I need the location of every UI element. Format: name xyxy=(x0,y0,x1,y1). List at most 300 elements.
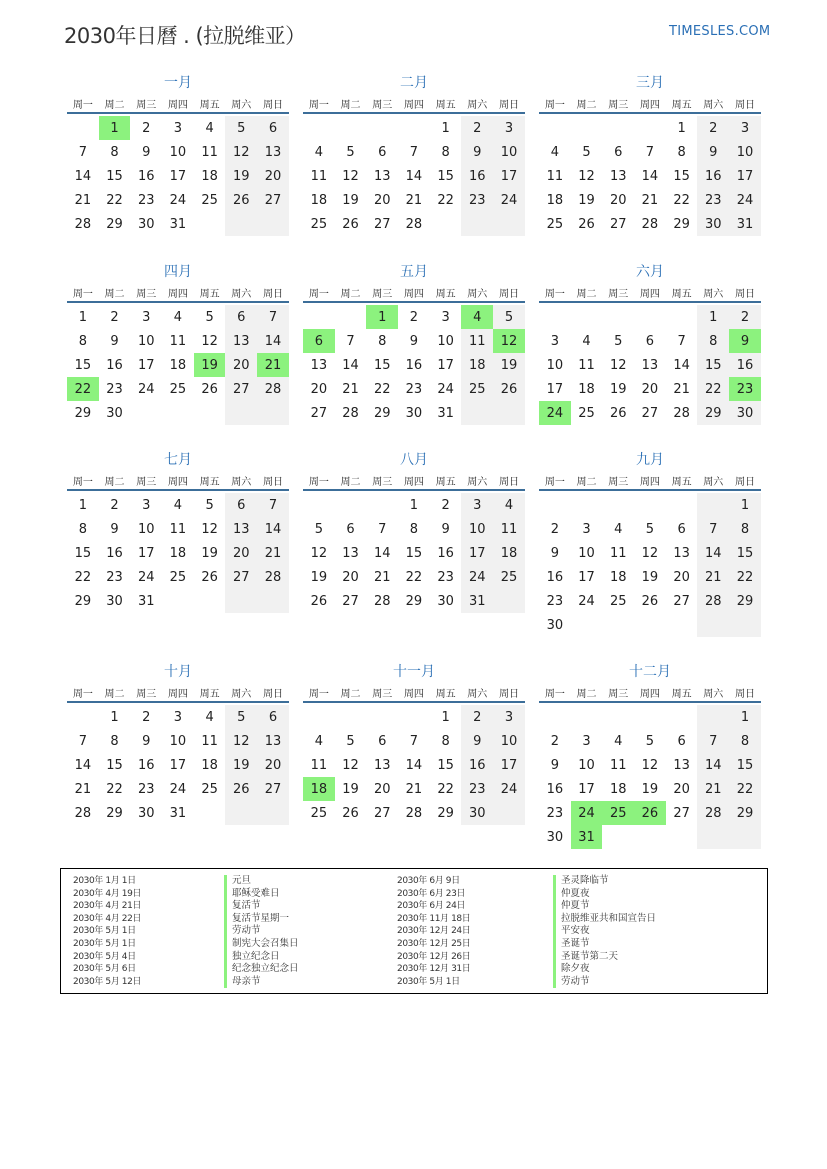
day-cell: 2 xyxy=(142,120,151,136)
day-cell: 12 xyxy=(225,729,257,753)
day-cell: 27 xyxy=(673,805,690,821)
day-cell: 14 xyxy=(373,545,391,561)
day-cell: 23 xyxy=(697,188,729,212)
day-cell: 16 xyxy=(405,357,423,373)
day-cell: 21 xyxy=(405,781,423,797)
day-cell: 15 xyxy=(437,168,454,184)
day-cell: 14 xyxy=(405,168,423,184)
empty-cell xyxy=(398,116,430,140)
day-cell: 13 xyxy=(641,357,659,373)
day-cell: 1 xyxy=(409,497,419,513)
day-cell: 24 xyxy=(571,801,603,825)
day-cell: 30 xyxy=(437,593,454,609)
day-cell: 11 xyxy=(461,329,493,353)
weekday-label: 周六 xyxy=(467,476,488,488)
day-cell: 3 xyxy=(729,116,761,140)
day-cell: 29 xyxy=(437,805,454,821)
day-cell: 12 xyxy=(641,545,659,561)
day-cell: 20 xyxy=(373,192,391,208)
day-cell: 3 xyxy=(441,309,450,325)
empty-cell xyxy=(303,305,335,329)
weekday-label: 周四 xyxy=(639,99,660,111)
day-cell: 7 xyxy=(409,144,419,160)
day-cell: 5 xyxy=(645,521,655,537)
weekday-label: 周四 xyxy=(167,688,188,700)
day-cell: 10 xyxy=(437,333,454,349)
day-cell: 3 xyxy=(173,120,183,136)
empty-cell xyxy=(225,401,257,425)
day-cell: 24 xyxy=(493,777,525,801)
day-cell: 22 xyxy=(106,781,123,797)
day-cell: 18 xyxy=(493,541,525,565)
day-cell: 4 xyxy=(205,120,214,136)
day-cell: 9 xyxy=(461,140,493,164)
day-cell: 24 xyxy=(137,569,155,585)
empty-cell xyxy=(602,825,634,849)
empty-cell xyxy=(493,589,525,613)
day-cell: 23 xyxy=(405,381,423,397)
day-cell: 1 xyxy=(366,305,398,329)
empty-cell xyxy=(225,801,257,825)
day-cell: 16 xyxy=(137,168,155,184)
day-grid xyxy=(539,705,761,849)
weekday-label: 周一 xyxy=(308,288,329,300)
empty-cell xyxy=(602,705,634,729)
day-cell: 24 xyxy=(539,401,571,425)
day-cell: 18 xyxy=(201,168,218,184)
day-cell: 9 xyxy=(441,521,450,537)
day-cell: 5 xyxy=(225,705,257,729)
day-cell: 5 xyxy=(582,144,591,160)
holiday-name: 复活节 xyxy=(224,900,299,913)
day-grid xyxy=(303,305,525,425)
weekday-label: 周三 xyxy=(372,288,393,300)
weekday-label: 周一 xyxy=(308,99,329,111)
day-cell: 19 xyxy=(342,192,359,208)
weekday-header xyxy=(303,94,525,114)
day-cell: 13 xyxy=(342,545,359,561)
month-name: 八月 xyxy=(400,452,428,468)
holiday-date: 2030年 4月 19日 xyxy=(73,888,142,899)
day-cell: 18 xyxy=(310,192,328,208)
site-name[interactable]: TIMESLES.COM xyxy=(669,24,771,39)
weekday-label: 周五 xyxy=(671,99,692,111)
day-cell: 5 xyxy=(645,733,655,749)
empty-cell xyxy=(571,116,603,140)
holiday-name: 仲夏节 xyxy=(553,900,656,913)
holiday-name: 拉脱维亚共和国宣告日 xyxy=(553,913,656,926)
holiday-date: 2030年 6月 9日 xyxy=(397,876,460,886)
day-cell: 28 xyxy=(74,216,92,232)
weekday-label: 周二 xyxy=(340,476,361,488)
day-cell: 23 xyxy=(137,192,155,208)
day-cell: 21 xyxy=(74,781,92,797)
day-cell: 19 xyxy=(342,781,359,797)
day-cell: 27 xyxy=(310,405,328,421)
day-cell: 11 xyxy=(546,168,564,184)
day-cell: 18 xyxy=(578,381,595,397)
day-cell: 3 xyxy=(142,497,151,513)
day-cell: 7 xyxy=(378,521,387,537)
day-cell: 30 xyxy=(697,212,729,236)
weekday-header xyxy=(303,283,525,303)
day-cell: 31 xyxy=(437,405,454,421)
day-cell: 26 xyxy=(225,188,257,212)
day-cell: 13 xyxy=(257,729,289,753)
weekday-header xyxy=(539,471,761,491)
day-cell: 14 xyxy=(257,329,289,353)
weekday-label: 周五 xyxy=(435,288,456,300)
day-cell: 25 xyxy=(310,216,328,232)
day-cell: 25 xyxy=(169,381,187,397)
weekday-label: 周一 xyxy=(544,99,565,111)
day-cell: 2 xyxy=(409,309,419,325)
day-cell: 27 xyxy=(373,216,391,232)
weekday-label: 周日 xyxy=(498,476,519,488)
day-cell: 30 xyxy=(546,617,564,633)
day-cell: 16 xyxy=(729,353,761,377)
empty-cell xyxy=(366,116,398,140)
day-cell: 17 xyxy=(493,164,525,188)
empty-cell xyxy=(666,305,698,329)
day-cell: 10 xyxy=(169,144,187,160)
empty-cell xyxy=(162,589,194,613)
weekday-header xyxy=(67,683,289,703)
day-cell: 14 xyxy=(74,757,92,773)
empty-cell xyxy=(634,305,666,329)
day-cell: 5 xyxy=(614,333,623,349)
day-cell: 22 xyxy=(437,192,454,208)
weekday-label: 周一 xyxy=(72,288,93,300)
day-cell: 13 xyxy=(373,757,391,773)
day-cell: 2 xyxy=(729,305,761,329)
month-block xyxy=(67,449,289,613)
weekday-label: 周日 xyxy=(262,688,283,700)
holiday-date: 2030年 12月 25日 xyxy=(397,938,471,949)
day-cell: 30 xyxy=(137,216,155,232)
day-cell: 3 xyxy=(173,709,183,725)
weekday-label: 周日 xyxy=(734,476,755,488)
holiday-date: 2030年 12月 24日 xyxy=(397,926,471,937)
day-cell: 29 xyxy=(697,401,729,425)
weekday-label: 周四 xyxy=(639,688,660,700)
weekday-label: 周三 xyxy=(608,476,629,488)
day-cell: 20 xyxy=(641,381,659,397)
day-cell: 23 xyxy=(546,805,564,821)
day-cell: 4 xyxy=(582,333,591,349)
weekday-label: 周五 xyxy=(199,99,220,111)
day-cell: 3 xyxy=(582,521,591,537)
day-cell: 30 xyxy=(106,405,123,421)
day-cell: 10 xyxy=(578,545,595,561)
day-cell: 13 xyxy=(673,545,690,561)
weekday-label: 周六 xyxy=(467,99,488,111)
day-cell: 9 xyxy=(142,144,151,160)
day-cell: 11 xyxy=(609,757,627,773)
day-cell: 11 xyxy=(201,733,218,749)
month-block xyxy=(67,72,289,236)
day-cell: 7 xyxy=(257,305,289,329)
day-cell: 7 xyxy=(645,144,655,160)
day-cell: 3 xyxy=(461,493,493,517)
day-cell: 12 xyxy=(225,140,257,164)
day-cell: 12 xyxy=(342,168,359,184)
weekday-label: 周三 xyxy=(136,288,157,300)
day-cell: 20 xyxy=(373,781,391,797)
weekday-label: 周四 xyxy=(167,99,188,111)
day-cell: 15 xyxy=(697,353,729,377)
day-cell: 6 xyxy=(225,493,257,517)
holiday-name: 圣诞节 xyxy=(553,938,656,951)
day-cell: 26 xyxy=(578,216,595,232)
holiday-names-right xyxy=(553,875,656,988)
day-grid xyxy=(539,116,761,236)
weekday-label: 周六 xyxy=(467,288,488,300)
day-cell: 8 xyxy=(110,144,119,160)
month-name: 十二月 xyxy=(629,664,671,680)
day-cell: 11 xyxy=(310,168,328,184)
day-cell: 19 xyxy=(493,353,525,377)
empty-cell xyxy=(430,212,462,236)
month-block xyxy=(303,661,525,825)
weekday-header xyxy=(67,471,289,491)
empty-cell xyxy=(571,705,603,729)
day-cell: 19 xyxy=(641,569,659,585)
day-cell: 16 xyxy=(461,164,493,188)
day-cell: 30 xyxy=(546,829,564,845)
holiday-date: 2030年 4月 21日 xyxy=(73,901,142,912)
day-cell: 21 xyxy=(342,381,359,397)
day-cell: 29 xyxy=(74,405,92,421)
holiday-name: 平安夜 xyxy=(553,925,656,938)
weekday-label: 周五 xyxy=(671,688,692,700)
day-cell: 6 xyxy=(257,705,289,729)
holiday-name: 圣灵降临节 xyxy=(553,875,656,888)
empty-cell xyxy=(571,613,603,637)
holiday-date: 2030年 6月 23日 xyxy=(397,888,466,899)
day-cell: 4 xyxy=(461,305,493,329)
day-cell: 24 xyxy=(169,781,187,797)
day-cell: 27 xyxy=(609,216,627,232)
weekday-label: 周一 xyxy=(544,288,565,300)
month-block xyxy=(67,661,289,825)
holiday-name: 复活节星期一 xyxy=(224,913,299,926)
day-cell: 4 xyxy=(314,733,323,749)
day-grid xyxy=(67,705,289,825)
empty-cell xyxy=(697,825,729,849)
day-cell: 24 xyxy=(578,593,595,609)
day-cell: 12 xyxy=(342,757,359,773)
empty-cell xyxy=(666,705,698,729)
weekday-label: 周五 xyxy=(199,288,220,300)
day-cell: 12 xyxy=(578,168,595,184)
day-cell: 27 xyxy=(641,405,659,421)
holiday-list xyxy=(60,868,768,994)
day-cell: 30 xyxy=(405,405,423,421)
month-name: 五月 xyxy=(400,264,428,280)
day-grid xyxy=(539,305,761,425)
day-cell: 4 xyxy=(493,493,525,517)
day-cell: 6 xyxy=(645,333,655,349)
weekday-label: 周四 xyxy=(167,288,188,300)
day-cell: 17 xyxy=(169,757,187,773)
weekday-label: 周六 xyxy=(467,688,488,700)
month-name: 十月 xyxy=(164,664,192,680)
weekday-label: 周二 xyxy=(104,688,125,700)
empty-cell xyxy=(335,305,367,329)
weekday-label: 周一 xyxy=(308,688,329,700)
day-cell: 4 xyxy=(550,144,559,160)
day-cell: 11 xyxy=(609,545,627,561)
day-cell: 18 xyxy=(546,192,564,208)
weekday-header xyxy=(303,471,525,491)
day-cell: 1 xyxy=(99,116,131,140)
day-cell: 19 xyxy=(194,353,226,377)
day-cell: 17 xyxy=(729,164,761,188)
day-cell: 5 xyxy=(346,144,355,160)
weekday-label: 周日 xyxy=(734,288,755,300)
day-cell: 20 xyxy=(257,753,289,777)
holiday-date: 2030年 11月 18日 xyxy=(397,913,471,924)
empty-cell xyxy=(335,493,367,517)
day-cell: 10 xyxy=(137,521,155,537)
day-cell: 7 xyxy=(78,733,87,749)
day-cell: 7 xyxy=(409,733,419,749)
holiday-date: 2030年 4月 22日 xyxy=(73,913,142,924)
day-cell: 17 xyxy=(169,168,187,184)
empty-cell xyxy=(571,305,603,329)
holiday-name: 仲夏夜 xyxy=(553,888,656,901)
weekday-label: 周四 xyxy=(403,288,424,300)
empty-cell xyxy=(697,493,729,517)
day-cell: 6 xyxy=(303,329,335,353)
day-cell: 30 xyxy=(461,801,493,825)
day-cell: 29 xyxy=(106,216,123,232)
day-cell: 9 xyxy=(550,757,559,773)
day-cell: 1 xyxy=(729,705,761,729)
day-cell: 31 xyxy=(461,589,493,613)
day-cell: 14 xyxy=(673,357,690,373)
weekday-label: 周日 xyxy=(262,476,283,488)
day-cell: 23 xyxy=(106,381,123,397)
weekday-label: 周一 xyxy=(72,476,93,488)
day-cell: 4 xyxy=(205,709,214,725)
day-cell: 19 xyxy=(310,569,328,585)
holiday-name: 圣诞节第二天 xyxy=(553,951,656,964)
day-cell: 6 xyxy=(346,521,355,537)
holiday-name: 制宪大会召集日 xyxy=(224,938,299,951)
day-cell: 2 xyxy=(697,116,729,140)
day-cell: 15 xyxy=(74,357,92,373)
day-cell: 11 xyxy=(169,521,187,537)
day-cell: 18 xyxy=(609,781,627,797)
day-cell: 2 xyxy=(142,709,151,725)
day-cell: 13 xyxy=(673,757,690,773)
day-cell: 15 xyxy=(106,168,123,184)
day-cell: 7 xyxy=(677,333,686,349)
weekday-label: 周四 xyxy=(403,99,424,111)
weekday-label: 周一 xyxy=(308,476,329,488)
day-cell: 23 xyxy=(461,188,493,212)
empty-cell xyxy=(571,493,603,517)
day-cell: 26 xyxy=(201,381,218,397)
empty-cell xyxy=(303,116,335,140)
month-name: 六月 xyxy=(636,264,664,280)
day-cell: 1 xyxy=(441,709,450,725)
day-cell: 13 xyxy=(225,329,257,353)
empty-cell xyxy=(634,493,666,517)
empty-cell xyxy=(225,589,257,613)
holiday-date: 2030年 1月 1日 xyxy=(73,876,136,886)
day-cell: 15 xyxy=(729,753,761,777)
holiday-date: 2030年 5月 1日 xyxy=(73,938,136,949)
day-cell: 3 xyxy=(582,733,591,749)
day-cell: 20 xyxy=(310,381,328,397)
day-cell: 7 xyxy=(697,517,729,541)
day-cell: 25 xyxy=(609,593,627,609)
weekday-label: 周五 xyxy=(199,688,220,700)
day-cell: 29 xyxy=(729,801,761,825)
day-cell: 27 xyxy=(257,777,289,801)
empty-cell xyxy=(366,705,398,729)
day-cell: 25 xyxy=(546,216,564,232)
day-cell: 9 xyxy=(409,333,419,349)
month-name: 七月 xyxy=(164,452,192,468)
empty-cell xyxy=(666,613,698,637)
day-cell: 1 xyxy=(441,120,450,136)
day-cell: 17 xyxy=(493,753,525,777)
day-cell: 24 xyxy=(461,565,493,589)
empty-cell xyxy=(697,613,729,637)
weekday-label: 周三 xyxy=(372,476,393,488)
day-cell: 21 xyxy=(673,381,690,397)
day-cell: 1 xyxy=(78,497,87,513)
empty-cell xyxy=(257,401,289,425)
day-cell: 12 xyxy=(201,521,218,537)
weekday-label: 周日 xyxy=(262,99,283,111)
day-cell: 26 xyxy=(342,216,359,232)
weekday-label: 周五 xyxy=(671,476,692,488)
month-name: 三月 xyxy=(636,75,664,91)
empty-cell xyxy=(257,801,289,825)
day-cell: 1 xyxy=(697,305,729,329)
weekday-header xyxy=(67,283,289,303)
day-cell: 16 xyxy=(546,781,564,797)
day-grid xyxy=(67,493,289,613)
day-cell: 10 xyxy=(169,733,187,749)
day-cell: 15 xyxy=(405,545,423,561)
day-cell: 22 xyxy=(67,377,99,401)
day-cell: 28 xyxy=(257,565,289,589)
holiday-name: 劳动节 xyxy=(224,925,299,938)
empty-cell xyxy=(335,705,367,729)
empty-cell xyxy=(666,825,698,849)
month-block xyxy=(539,449,761,637)
day-cell: 16 xyxy=(106,357,123,373)
day-cell: 8 xyxy=(729,517,761,541)
day-cell: 20 xyxy=(225,353,257,377)
day-cell: 6 xyxy=(614,144,623,160)
day-cell: 15 xyxy=(437,757,454,773)
day-cell: 22 xyxy=(405,569,423,585)
weekday-label: 周三 xyxy=(608,99,629,111)
empty-cell xyxy=(666,493,698,517)
weekday-label: 周二 xyxy=(340,688,361,700)
weekday-label: 周二 xyxy=(340,288,361,300)
empty-cell xyxy=(602,493,634,517)
day-cell: 24 xyxy=(493,188,525,212)
day-cell: 5 xyxy=(205,309,214,325)
